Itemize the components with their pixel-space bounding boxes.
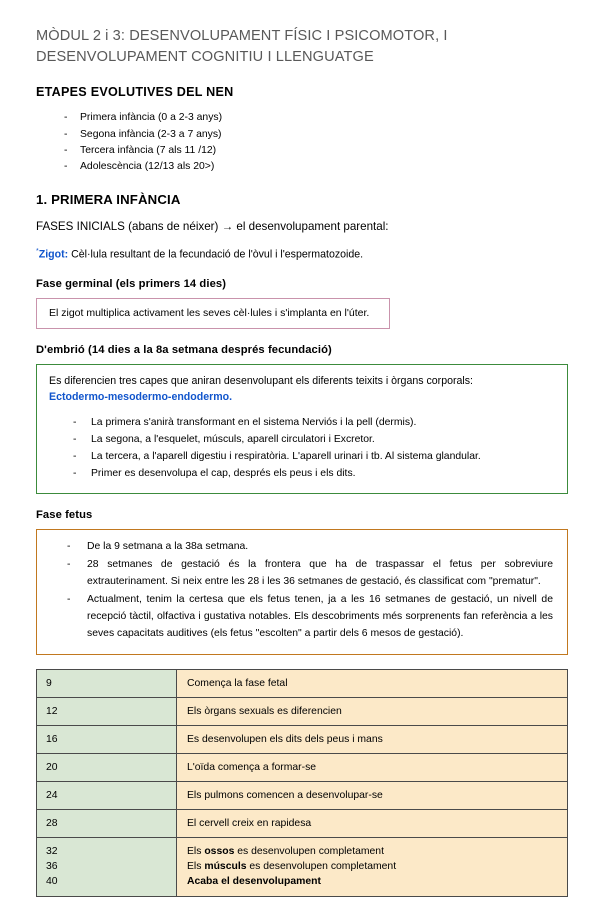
table-cell-week: 20 [37, 753, 177, 781]
heading-embrio: D'embrió (14 dies a la 8a setmana després fecundació) [36, 344, 332, 357]
list-item: - De la 9 setmana a la 38a setmana. [47, 539, 553, 556]
description-line [187, 874, 567, 889]
list-item: - Tercera infància (7 als 11 /12) [36, 143, 568, 159]
table-cell-week: 24 [37, 781, 177, 809]
week-value: 36 [46, 861, 58, 873]
list-item: - Segona infància (2-3 a 7 anys) [36, 127, 568, 143]
text-pre: Els [187, 861, 205, 873]
list-item: - La tercera, a l'aparell digestiu i respiratòria. L'aparell urinari i tb. Al sistema glandular. [49, 449, 555, 466]
table-row [37, 781, 568, 809]
table-row [37, 809, 568, 837]
table-row [37, 697, 568, 725]
callout-box-fase-fetus [36, 529, 568, 654]
list-item: - Primera infància (0 a 2-3 anys) [36, 110, 568, 126]
table-cell-description: Els pulmons comencen a desenvolupar-se [177, 781, 568, 809]
list-item: - La segona, a l'esquelet, músculs, aparell circulatori i Excretor. [49, 432, 555, 449]
table-cell-description: El cervell creix en rapidesa [177, 809, 568, 837]
description-line [187, 844, 567, 859]
table-cell-description: L'oïda comença a formar-se [177, 753, 568, 781]
list-item: - La primera s'anirà transformant en el sistema Nerviós i la pell (dermis). [49, 415, 555, 432]
list-item: - Primer es desenvolupa el cap, després els peus i els dits. [49, 466, 555, 483]
table-cell-week: 16 [37, 725, 177, 753]
list-item: - Actualment, tenim la certesa que els fetus tenen, ja a les 16 setmanes de gestació, un nivell de recepció tàctil, olfactiva i gustativa notables. Els descobriments més sorprenents fan referència a les seves capacitats auditives (els fetus "escolten" a partir dels 6 mesos de gestació). [47, 592, 553, 643]
table-cell-week: 9 [37, 669, 177, 697]
heading-etapes-evolutives: ETAPES EVOLUTIVES DEL NEN [36, 85, 234, 100]
table-row [37, 669, 568, 697]
week-value: 32 [46, 846, 58, 857]
callout-text-fase-germinal: El zigot multiplica activament les seves cèl·lules i s'implanta en l'úter. [49, 306, 370, 319]
callout-intro-embrio [49, 374, 555, 406]
callout-box-embrio [36, 364, 568, 494]
text-post: es desenvolupen completament [246, 861, 397, 873]
callout-box-fase-germinal [36, 298, 390, 330]
table-cell-week-group [37, 838, 177, 897]
weeks-development-table [36, 669, 568, 897]
paragraph-fases-inicials: FASES INICIALS (abans de néixer) → el desenvolupament parental: [36, 219, 389, 233]
text-bold: músculs [204, 861, 247, 873]
text-pre: Els [187, 846, 205, 857]
asterisk-marker: * [36, 247, 39, 255]
stages-list [36, 110, 568, 175]
definition-zigot [36, 247, 568, 263]
table-row [37, 753, 568, 781]
table-row [37, 725, 568, 753]
definition-zigot-text: Cèl·lula resultant de la fecundació de l'òvul i l'espermatozoide. [68, 248, 364, 261]
heading-fase-germinal: Fase germinal (els primers 14 dies) [36, 277, 227, 290]
callout-intro-text: Es diferencien tres capes que aniran desenvolupant els diferents teixits i òrgans corporals: [49, 375, 473, 388]
table-cell-week: 28 [37, 809, 177, 837]
text-bold: Acaba el desenvolupament [187, 876, 321, 888]
table-cell-description: Es desenvolupen els dits dels peus i mans [177, 725, 568, 753]
embrio-items-list [49, 415, 555, 482]
table-cell-week: 12 [37, 697, 177, 725]
table-cell-description: Els òrgans sexuals es diferencien [177, 697, 568, 725]
heading-fase-fetus: Fase fetus [36, 509, 93, 522]
germ-layers-text: Ectodermo-mesodermo-endodermo. [49, 391, 233, 404]
list-item: - 28 setmanes de gestació és la frontera que ha de traspassar el fetus per sobreviure extrauterinament. Si neix entre les 28 i les 36 setmanes de gestació, és classificat com "prematur". [47, 557, 553, 591]
table-cell-description: Comença la fase fetal [177, 669, 568, 697]
text-bold: ossos [204, 846, 235, 857]
table-row-final [37, 838, 568, 897]
week-value: 40 [46, 876, 58, 888]
fetus-items-list [47, 539, 553, 642]
document-title: MÒDUL 2 i 3: DESENVOLUPAMENT FÍSIC I PSICOMOTOR, I DESENVOLUPAMENT COGNITIU I LLENGUATGE [36, 28, 448, 65]
term-zigot: Zigot: [38, 248, 69, 261]
text-post: es desenvolupen completament [234, 846, 384, 857]
table-cell-description-group [177, 838, 568, 897]
description-line [187, 859, 567, 874]
list-item: - Adolescència (12/13 als 20>) [36, 159, 568, 175]
heading-primera-infancia: 1. PRIMERA INFÀNCIA [36, 191, 181, 207]
